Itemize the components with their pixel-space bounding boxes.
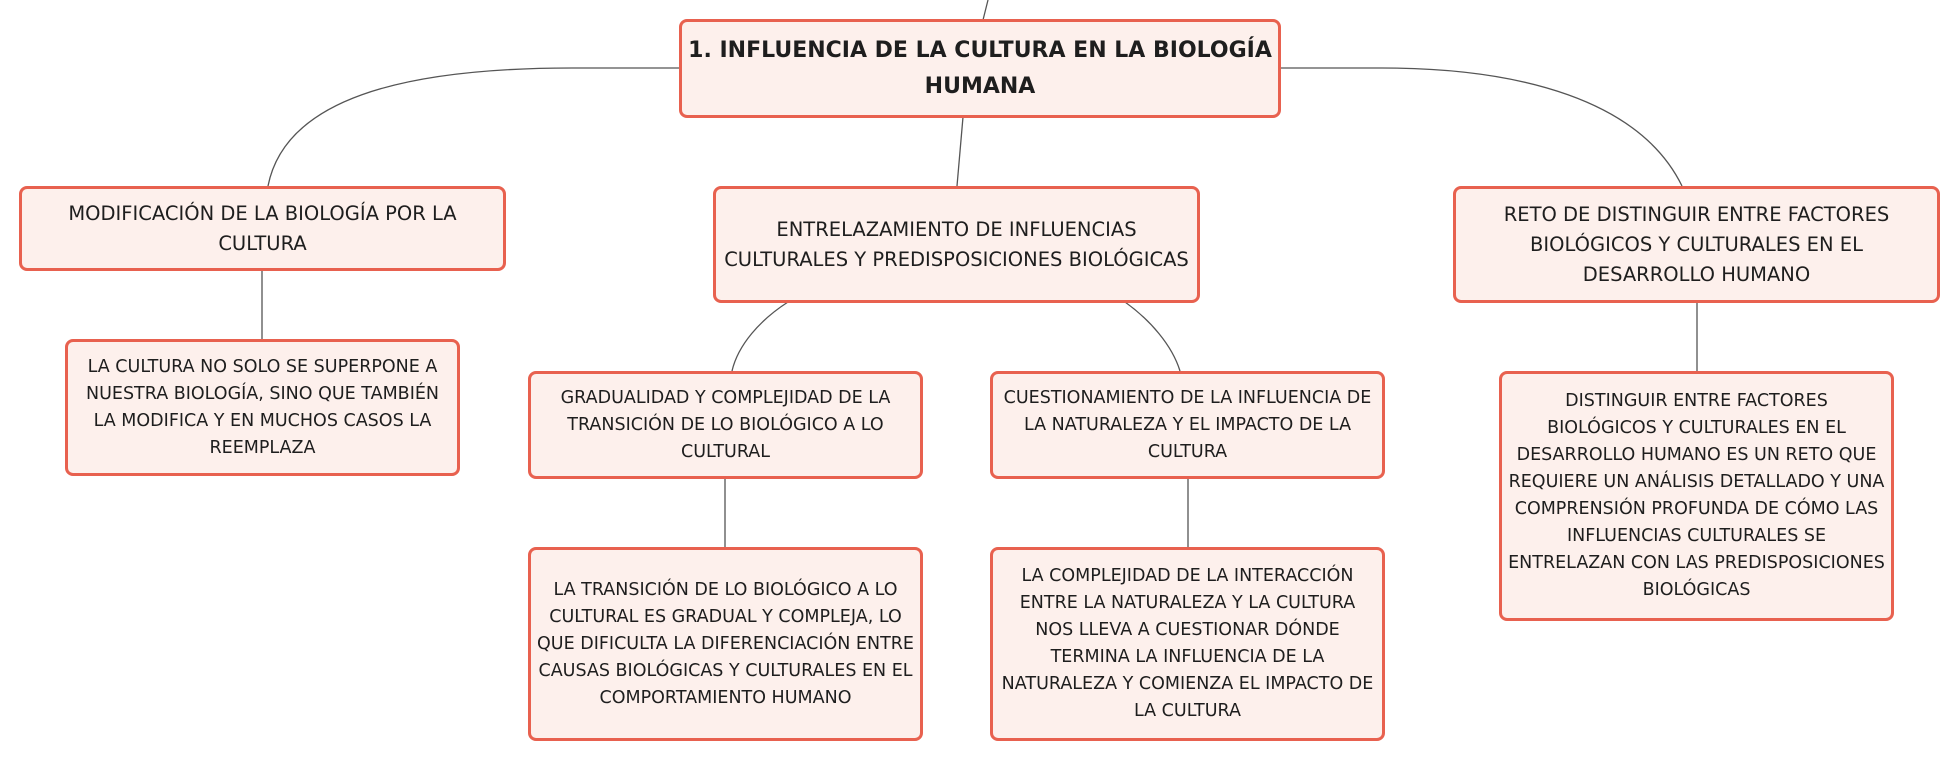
- branch-reto[interactable]: [1453, 186, 1940, 303]
- root-topic-label: 1. INFLUENCIA DE LA CULTURA EN LA BIOLOGÍA HUMANA: [688, 37, 1272, 99]
- connector-branch-2-to-sub-1: [732, 302, 788, 371]
- leaf-cuestionamiento-detail-label: LA COMPLEJIDAD DE LA INTERACCIÓN ENTRE LA NATURALEZA Y LA CULTURA NOS LLEVA A CUESTIONAR DÓNDE TERMINA LA INFLUENCIA DE LA NATURALEZA Y COMIENZA EL IMPACTO DE LA CULTURA: [1001, 566, 1374, 721]
- connector-root-to-branch-2: [957, 117, 963, 186]
- connector-root-to-branch-1: [268, 68, 680, 186]
- subtopic-gradualidad[interactable]: [528, 371, 923, 479]
- branch-modificacion-label: MODIFICACIÓN DE LA BIOLOGÍA POR LA CULTURA: [68, 201, 457, 255]
- leaf-cuestionamiento-detail[interactable]: [990, 547, 1385, 741]
- connector-root-incoming: [983, 0, 988, 20]
- connector-branch-2-to-sub-2: [1125, 302, 1180, 371]
- leaf-gradualidad-detail-label: LA TRANSICIÓN DE LO BIOLÓGICO A LO CULTURAL ES GRADUAL Y COMPLEJA, LO QUE DIFICULTA LA DIFERENCIACIÓN ENTRE CAUSAS BIOLÓGICAS Y CULTURALES EN EL COMPORTAMIENTO HUMANO: [537, 579, 914, 708]
- leaf-modificacion-detail[interactable]: [65, 339, 460, 476]
- subtopic-gradualidad-label: GRADUALIDAD Y COMPLEJIDAD DE LA TRANSICIÓN DE LO BIOLÓGICO A LO CULTURAL: [560, 387, 891, 462]
- leaf-reto-detail[interactable]: [1499, 371, 1894, 621]
- leaf-reto-detail-label: DISTINGUIR ENTRE FACTORES BIOLÓGICOS Y CULTURALES EN EL DESARROLLO HUMANO ES UN RETO QUE REQUIERE UN ANÁLISIS DETALLADO Y UNA COMPRENSIÓN PROFUNDA DE CÓMO LAS INFLUENCIAS CULTURALES SE ENTRELAZAN CON LAS PREDISPOSICIONES BIOLÓGICAS: [1508, 391, 1885, 600]
- branch-entrelazamiento-label: ENTRELAZAMIENTO DE INFLUENCIAS CULTURALES Y PREDISPOSICIONES BIOLÓGICAS: [724, 217, 1189, 271]
- branch-modificacion[interactable]: [19, 186, 506, 271]
- branch-entrelazamiento[interactable]: [713, 186, 1200, 303]
- leaf-gradualidad-detail[interactable]: [528, 547, 923, 741]
- branch-reto-label: RETO DE DISTINGUIR ENTRE FACTORES BIOLÓGICOS Y CULTURALES EN EL DESARROLLO HUMANO: [1503, 202, 1890, 286]
- subtopic-cuestionamiento-label: CUESTIONAMIENTO DE LA INFLUENCIA DE LA NATURALEZA Y EL IMPACTO DE LA CULTURA: [1003, 387, 1372, 462]
- subtopic-cuestionamiento[interactable]: [990, 371, 1385, 479]
- root-topic[interactable]: [679, 19, 1281, 118]
- connector-root-to-branch-3: [1280, 68, 1682, 186]
- leaf-modificacion-detail-label: LA CULTURA NO SOLO SE SUPERPONE A NUESTRA BIOLOGÍA, SINO QUE TAMBIÉN LA MODIFICA Y EN MUCHOS CASOS LA REEMPLAZA: [85, 356, 440, 458]
